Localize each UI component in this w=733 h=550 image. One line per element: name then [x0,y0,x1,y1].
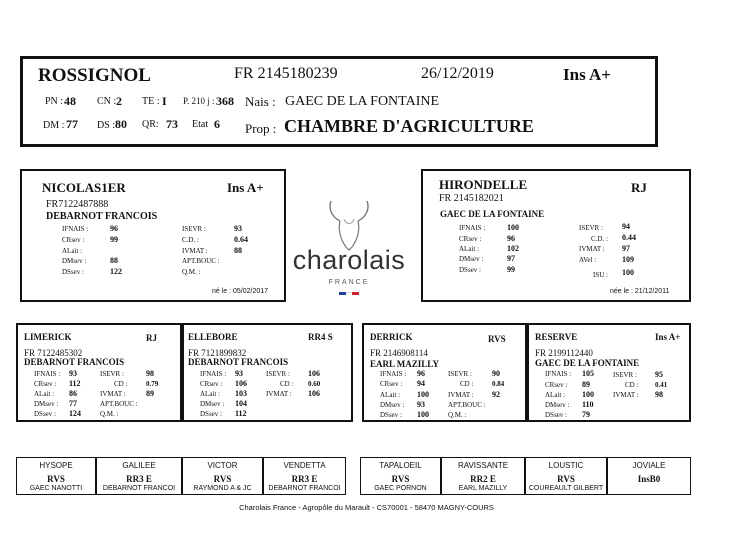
ivmat-label: IVMAT : [613,391,639,399]
great-grandparent-card [525,457,607,495]
ivmat-label: IVMAT : [448,391,474,399]
ivmat-label: IVMAT : [182,247,208,255]
ggp-status: RVS [47,474,65,484]
gp-id: FR 7121899832 [188,348,247,358]
cd-label: CD : [625,381,639,389]
qr-label: QR: [142,119,159,130]
gp-status: Ins A+ [655,332,681,342]
ifnais-label: IFNAIS : [545,370,572,378]
dam-cd: 0.44 [622,233,636,242]
sire-ivmat: 88 [234,246,242,255]
ggp-status: RR3 E [291,474,318,484]
isevr-label: ISEVR : [100,370,124,378]
logo-word: charolais [292,245,406,275]
footer-address: Charolais France - Agropôle du Marault - CS70001 - 58470 MAGNY-COURS [239,503,494,512]
dam-name: HIRONDELLE [439,177,528,192]
gp-dmsev: 110 [582,400,594,409]
animal-card [20,56,658,147]
ggp-owner: GAEC PORNON [374,485,427,492]
gp-isevr: 90 [492,369,500,378]
alait-label: ALait : [380,391,401,399]
ggp-name: HYSOPE [39,461,73,470]
p210-label: P. 210 j : [183,96,215,106]
gp-cd: 0.84 [492,380,505,388]
ggp-name: RAVISSANTE [457,461,509,470]
gp-ivmat: 106 [308,389,320,398]
grandparent-card [527,323,691,422]
dam-ivmat: 97 [622,244,630,253]
dssev-label: DSsev : [380,411,402,419]
animal-status: Ins A+ [563,65,611,84]
ggp-status: InsB0 [637,474,661,484]
ggp-name: VICTOR [207,461,238,470]
ggp-status: RR2 E [470,474,496,484]
dmsev-label: DMsev : [380,401,405,409]
dm-value: 77 [66,117,78,131]
qm-label: Q.M. : [182,268,201,276]
ifnais-label: IFNAIS : [62,225,89,233]
dssev-label: DSsev : [545,411,567,419]
pn-label: PN : [45,96,64,107]
sire-birth: né le : 05/02/2017 [212,288,269,295]
crsev-label: CRsev : [62,236,85,244]
sire-dmsev: 88 [110,256,118,265]
isevr-label: ISEVR : [448,370,472,378]
isevr-label: ISEVR : [613,371,637,379]
ggp-name: TAPALOEIL [379,461,422,470]
nais-label: Nais : [245,94,276,109]
ifnais-label: IFNAIS : [200,370,227,378]
ggp-name: LOUSTIC [548,461,584,470]
dam-crsev: 96 [507,234,515,243]
gp-name: LIMERICK [24,332,72,342]
ggp-owner: DEBARNOT FRANCOI [102,485,176,492]
ggp-status: RVS [213,474,232,484]
great-grandparent-card [182,457,263,495]
te-label: TE : [142,96,160,107]
prop-label: Prop : [245,121,277,136]
dam-owner: GAEC DE LA FONTAINE [440,209,545,219]
sire-owner: DEBARNOT FRANCOIS [46,211,158,222]
gp-id: FR 7122485302 [24,348,83,358]
aptbouc-label: APT.BOUC : [100,400,138,408]
crsev-label: CRsev : [34,380,57,388]
great-grandparent-card [607,457,691,495]
dam-dssev: 99 [507,265,515,274]
gp-ifnais: 93 [235,369,243,378]
alait-label: ALait : [200,390,221,398]
gp-dssev: 124 [69,409,81,418]
ggp-owner: DEBARNOT FRANCOI [268,485,341,492]
dam-dmsev: 97 [507,254,515,263]
isevr-label: ISEVR : [266,370,290,378]
great-grandparent-card [16,457,96,495]
te-value: I [162,94,167,108]
gp-crsev: 94 [417,379,425,388]
dam-card [421,169,691,302]
avel-label: AVel : [579,256,597,264]
ggp-status: RVS [557,474,575,484]
grandparent-card [182,323,353,422]
dam-ifnais: 100 [507,223,519,232]
gp-ivmat: 89 [146,389,154,398]
dam-status: RJ [631,180,647,195]
sire-cd: 0.64 [234,235,248,244]
etat-value: 6 [214,117,220,131]
ggp-owner: GAEC NANOTTI [29,485,83,492]
alait-label: ALait : [459,245,480,253]
grandparent-card [16,323,182,422]
cd-label: CD : [280,380,294,388]
gp-dssev: 100 [417,410,429,419]
dam-birth: née le : 21/12/2011 [610,288,670,295]
dam-isu: 100 [622,268,634,277]
dssev-label: DSsev : [200,410,222,418]
dm-label: DM : [43,120,65,131]
animal-name: ROSSIGNOL [38,65,151,86]
gp-dssev: 79 [582,410,590,419]
gp-name: RESERVE [535,332,578,342]
charolais-logo [288,195,410,300]
crsev-label: CRsev : [459,235,482,243]
ifnais-label: IFNAIS : [34,370,61,378]
gp-alait: 86 [69,389,77,398]
ggp-status: RVS [391,474,410,484]
gp-owner: EARL MAZILLY [370,359,439,369]
gp-alait: 100 [582,390,594,399]
gp-status: RR4 S [308,332,333,342]
sire-ifnais: 96 [110,224,118,233]
gp-crsev: 89 [582,380,590,389]
dmsev-label: DMsev : [545,401,570,409]
sire-name: NICOLAS1ER [42,180,126,195]
dmsev-label: DMsev : [62,257,87,265]
grandparent-card [362,323,527,422]
dmsev-label: DMsev : [459,255,484,263]
ggp-owner: COUREAULT GILBERT [528,485,604,492]
gp-owner: DEBARNOT FRANCOIS [24,357,125,367]
gp-ifnais: 105 [582,369,594,378]
isevr-label: ISEVR : [579,224,603,232]
gp-isevr: 106 [308,369,320,378]
animal-id: FR 2145180239 [234,65,338,82]
ds-label: DS : [97,120,116,131]
alait-label: ALait : [62,247,83,255]
ggp-owner: RAYMOND A & JC [193,485,252,492]
great-grandparent-card [96,457,182,495]
gp-dmsev: 104 [235,399,247,408]
sire-id: FR7122487888 [46,199,109,210]
dmsev-label: DMsev : [200,400,225,408]
cd-label: C.D. : [182,236,199,244]
pn-value: 48 [64,94,76,108]
dam-alait: 102 [507,244,519,253]
etat-label: Etat [192,119,209,130]
isu-label: ISU : [593,271,608,279]
aptbouc-label: APT.BOUC : [448,401,486,409]
gp-id: FR 2146908114 [370,348,428,358]
alait-label: ALait : [545,391,566,399]
gp-status: RJ [146,333,157,343]
gp-ifnais: 93 [69,369,77,378]
cd-label: C.D. : [591,235,608,243]
alait-label: ALait : [34,390,55,398]
gp-dssev: 112 [235,409,247,418]
nais-value: GAEC DE LA FONTAINE [285,94,440,109]
gp-alait: 103 [235,389,247,398]
aptbouc-label: APT.BOUC : [182,257,220,265]
gp-dmsev: 77 [69,399,77,408]
ds-value: 80 [115,117,127,131]
dam-isevr: 94 [622,222,630,231]
cn-label: CN : [97,96,117,107]
prop-value: CHAMBRE D'AGRICULTURE [284,116,534,136]
ggp-name: JOVIALE [632,461,666,470]
ivmat-label: IVMAT : [266,390,292,398]
gp-isevr: 95 [655,370,663,379]
gp-name: ELLEBORE [188,332,238,342]
dam-avel: 109 [622,255,634,264]
qr-value: 73 [166,117,178,131]
dssev-label: DSsev : [62,268,84,276]
gp-crsev: 112 [69,379,81,388]
sire-status: Ins A+ [227,180,264,195]
gp-cd: 0.79 [146,380,159,388]
gp-owner: GAEC DE LA FONTAINE [535,358,640,368]
sire-isevr: 93 [234,224,242,233]
cd-label: CD : [114,380,128,388]
great-grandparent-card [360,457,441,495]
gp-status: RVS [488,334,506,344]
ggp-status: RR3 E [126,474,152,484]
logo-sub: FRANCE [328,279,370,286]
dam-id: FR 2145182021 [439,193,504,204]
great-grandparent-card [263,457,346,495]
isevr-label: ISEVR : [182,225,206,233]
crsev-label: CRsev : [200,380,223,388]
crsev-label: CRsev : [380,380,403,388]
cd-label: CD : [460,380,474,388]
qm-label: Q.M. : [448,411,467,419]
ivmat-label: IVMAT : [100,390,126,398]
ifnais-label: IFNAIS : [380,370,407,378]
gp-alait: 100 [417,390,429,399]
ggp-name: GALILEE [122,461,156,470]
gp-ivmat: 92 [492,390,500,399]
p210-value: 368 [216,94,234,108]
great-grandparent-card [441,457,525,495]
gp-cd: 0.60 [308,380,321,388]
gp-cd: 0.41 [655,381,668,389]
french-flag-icon [339,292,359,295]
qm-label: Q.M. : [100,410,119,418]
sire-card [20,169,286,302]
animal-date: 26/12/2019 [421,65,494,82]
gp-ivmat: 98 [655,390,663,399]
gp-name: DERRICK [370,332,413,342]
gp-dmsev: 93 [417,400,425,409]
gp-id: FR 2199112440 [535,348,593,358]
cn-value: 2 [116,94,122,108]
gp-crsev: 106 [235,379,247,388]
sire-dssev: 122 [110,267,122,276]
ggp-name: VENDETTA [283,461,326,470]
dmsev-label: DMsev : [34,400,59,408]
crsev-label: CRsev : [545,381,568,389]
dssev-label: DSsev : [459,266,481,274]
gp-isevr: 98 [146,369,154,378]
sire-crsev: 99 [110,235,118,244]
dssev-label: DSsev : [34,410,56,418]
ivmat-label: IVMAT : [579,245,605,253]
ifnais-label: IFNAIS : [459,224,486,232]
ggp-owner: EARL MAZILLY [458,485,508,492]
gp-owner: DEBARNOT FRANCOIS [188,357,289,367]
gp-ifnais: 96 [417,369,425,378]
